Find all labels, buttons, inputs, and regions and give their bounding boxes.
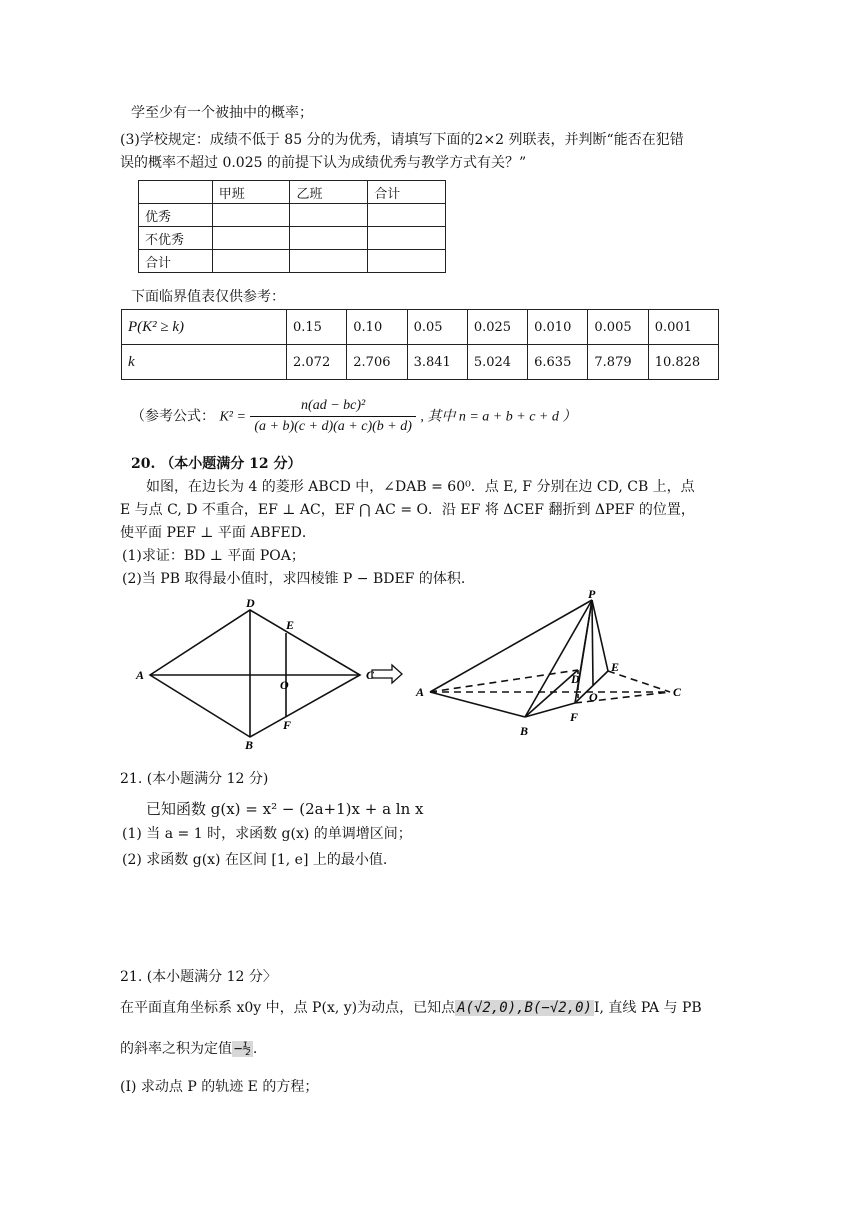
text-line: (1) 当 a = 1 时，求函数 g(x) 的单调增区间； bbox=[122, 826, 412, 842]
text-segment: I, 直线 PA 与 PB bbox=[593, 1000, 702, 1016]
table-cell: 合计 bbox=[139, 250, 213, 273]
table-cell: 0.05 bbox=[407, 310, 467, 345]
table-row bbox=[139, 204, 446, 227]
text-line: E 与点 C, D 不重合，EF ⊥ AC，EF ⋂ AC = O．沿 EF 将 ΔCEF 翻折到 ΔPEF 的位置， bbox=[120, 502, 695, 518]
label-e: E bbox=[611, 660, 620, 674]
question-title: 21. (本小题满分 12 分) bbox=[120, 771, 269, 787]
label-b: B bbox=[520, 724, 529, 738]
text-segment: . bbox=[252, 1041, 258, 1057]
formula-prefix: （参考公式： bbox=[131, 408, 215, 425]
table-cell: 优秀 bbox=[139, 204, 213, 227]
table-row bbox=[122, 310, 719, 345]
table-row bbox=[139, 250, 446, 273]
label-c: C bbox=[366, 668, 375, 682]
reference-formula bbox=[131, 396, 576, 437]
table-cell: 2.072 bbox=[287, 345, 347, 380]
table-cell: 甲班 bbox=[212, 181, 290, 204]
label-e: E bbox=[286, 618, 295, 632]
label-o: O bbox=[589, 690, 598, 704]
text-line: 已知函数 g(x) = x² − (2a+1)x + a ln x bbox=[146, 800, 424, 818]
text-line: (I) 求动点 P 的轨迹 E 的方程； bbox=[120, 1079, 319, 1095]
table-cell: 2.706 bbox=[347, 345, 407, 380]
table-cell: 不优秀 bbox=[139, 227, 213, 250]
label-a: A bbox=[416, 685, 425, 699]
arrow-icon bbox=[372, 665, 402, 683]
table-cell: 0.001 bbox=[648, 310, 718, 345]
label-b: B bbox=[245, 738, 254, 752]
text-line: (1)求证：BD ⊥ 平面 POA； bbox=[122, 548, 305, 564]
table-cell: 0.010 bbox=[528, 310, 588, 345]
text-line: 下面临界值表仅供参考： bbox=[131, 289, 285, 305]
table-cell: 10.828 bbox=[648, 345, 718, 380]
contingency-table bbox=[138, 180, 446, 273]
label-p: P bbox=[588, 587, 596, 601]
label-c: C bbox=[673, 685, 682, 699]
label-f: F bbox=[570, 710, 579, 724]
table-cell: 0.15 bbox=[287, 310, 347, 345]
table-row bbox=[139, 181, 446, 204]
text-segment: 的斜率之积为定值 bbox=[120, 1041, 232, 1057]
table-cell: P(K² ≥ k) bbox=[122, 310, 287, 345]
critical-value-table bbox=[121, 309, 719, 380]
table-cell: 0.005 bbox=[588, 310, 648, 345]
label-d: D bbox=[571, 672, 580, 686]
rhombus-figure bbox=[150, 610, 360, 737]
points-highlight: A(√2,0),B(−√2,0) bbox=[457, 1000, 592, 1016]
label-d: D bbox=[246, 596, 255, 610]
formula-numerator: n(ad − bc)² bbox=[250, 396, 416, 417]
text-line: (3)学校规定：成绩不低于 85 分的为优秀，请填写下面的2×2 列联表，并判断“能否在犯错 bbox=[120, 132, 684, 148]
table-cell: 0.10 bbox=[347, 310, 407, 345]
text-line: 如图，在边长为 4 的菱形 ABCD 中，∠DAB = 60⁰．点 E, F 分别在边 CD, CB 上，点 bbox=[146, 479, 695, 495]
table-cell: 0.025 bbox=[467, 310, 527, 345]
geometry-figures bbox=[130, 587, 700, 752]
formula-lhs: K² = bbox=[219, 409, 246, 425]
text-line bbox=[120, 1040, 257, 1058]
text-line bbox=[120, 999, 702, 1017]
table-row bbox=[139, 227, 446, 250]
label-o: O bbox=[280, 678, 289, 692]
text-segment: 在平面直角坐标系 x0y 中，点 P(x, y)为动点，已知点 bbox=[120, 1000, 456, 1016]
pyramid-figure bbox=[430, 600, 670, 717]
table-row bbox=[122, 345, 719, 380]
question-title: 21. (本小题满分 12 分〉 bbox=[120, 969, 277, 985]
table-cell: 乙班 bbox=[290, 181, 368, 204]
value-highlight: −½ bbox=[234, 1041, 251, 1057]
table-cell bbox=[139, 181, 213, 204]
table-cell: 5.024 bbox=[467, 345, 527, 380]
table-cell: 3.841 bbox=[407, 345, 467, 380]
table-cell: 6.635 bbox=[528, 345, 588, 380]
text-line: 误的概率不超过 0.025 的前提下认为成绩优秀与教学方式有关？” bbox=[120, 155, 527, 171]
formula-denominator: (a + b)(c + d)(a + c)(b + d) bbox=[254, 419, 412, 434]
text-line: 使平面 PEF ⊥ 平面 ABFED． bbox=[120, 525, 316, 541]
formula-suffix: , 其中 n = a + b + c + d ） bbox=[420, 409, 577, 425]
table-cell: 7.879 bbox=[588, 345, 648, 380]
text-line: (2)当 PB 取得最小值时，求四棱锥 P − BDEF 的体积. bbox=[122, 571, 466, 587]
table-cell: 合计 bbox=[368, 181, 446, 204]
text-line: 学至少有一个被抽中的概率； bbox=[131, 105, 313, 121]
table-cell: k bbox=[122, 345, 287, 380]
label-a: A bbox=[136, 668, 145, 682]
question-title: 20. （本小题满分 12 分） bbox=[131, 456, 302, 472]
text-line: (2) 求函数 g(x) 在区间 [1, e] 上的最小值. bbox=[122, 852, 388, 868]
formula-fraction bbox=[250, 396, 416, 437]
label-f: F bbox=[283, 718, 292, 732]
